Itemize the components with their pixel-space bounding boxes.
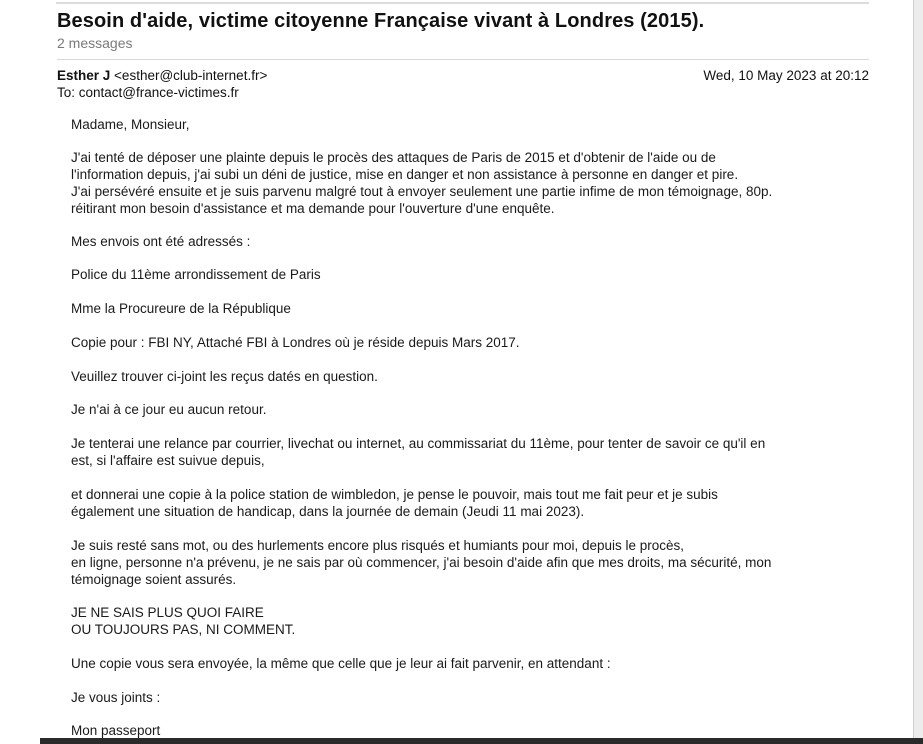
body-line: Mme la Procureure de la République (71, 301, 291, 316)
body-line: J'ai persévéré ensuite et je suis parvenu malgré tout à envoyer seulement une partie infime de mon témoignage, 80p. (71, 184, 773, 199)
sender-address[interactable]: <esther@club-internet.fr> (114, 68, 268, 83)
window-right-edge (913, 0, 923, 744)
body-line: Mon passeport (71, 723, 161, 738)
body-line: est, si l'affaire est suivue depuis, (71, 453, 265, 468)
body-line: J'ai tenté de déposer une plainte depuis le procès des attaques de Paris de 2015 et d'obtenir de l'aide ou de (71, 150, 716, 165)
sender-line (57, 68, 267, 83)
body-line: également une situation de handicap, dans la journée de demain (Jeudi 11 mai 2023). (71, 504, 585, 519)
body-line: Madame, Monsieur, (71, 117, 190, 132)
message-count: 2 messages (57, 35, 133, 51)
body-line: Veuillez trouver ci-joint les reçus datés en question. (71, 369, 378, 384)
top-divider (56, 2, 869, 4)
body-line: OU TOUJOURS PAS, NI COMMENT. (71, 622, 296, 637)
body-line: JE NE SAIS PLUS QUOI FAIRE (71, 605, 264, 620)
body-line: et donnerai une copie à la police station de wimbledon, je pense le pouvoir, mais tout me fait peur et je subis (71, 487, 718, 502)
body-line: Je n'ai à ce jour eu aucun retour. (71, 402, 267, 417)
body-line: en ligne, personne n'a prévenu, je ne sais par où commencer, j'ai besoin d'aide afin que mes droits, ma sécurité, mon (71, 555, 772, 570)
body-line: Copie pour : FBI NY, Attaché FBI à Londres où je réside depuis Mars 2017. (71, 335, 520, 350)
bottom-edge-bar (40, 738, 923, 744)
body-line: Je vous joints : (71, 690, 161, 705)
body-line: Je tenterai une relance par courrier, livechat ou internet, au commissariat du 11ème, pour tenter de savoir ce qu'il en (71, 436, 766, 451)
body-line: Mes envois ont été adressés : (71, 234, 251, 249)
email-subject: Besoin d'aide, victime citoyenne Française vivant à Londres (2015). (57, 10, 705, 32)
body-line: l'information depuis, j'ai subi un déni de justice, mise en danger et non assistance à personne en danger et pire. (71, 167, 739, 182)
recipient-line: To: contact@france-victimes.fr (57, 85, 239, 100)
sender-name[interactable]: Esther J (57, 68, 111, 83)
header-divider (57, 59, 869, 60)
body-line: témoignage soient assurés. (71, 572, 237, 587)
body-line: Je suis resté sans mot, ou des hurlements encore plus risqués et humiants pour moi, depuis le procès, (71, 538, 685, 553)
body-line: Une copie vous sera envoyée, la même que celle que je leur ai fait parvenir, en attendant : (71, 656, 611, 671)
email-date: Wed, 10 May 2023 at 20:12 (703, 68, 869, 83)
body-line: réitirant mon besoin d'assistance et ma demande pour l'ouverture d'une enquête. (71, 201, 555, 216)
body-line: Police du 11ème arrondissement de Paris (71, 267, 321, 282)
